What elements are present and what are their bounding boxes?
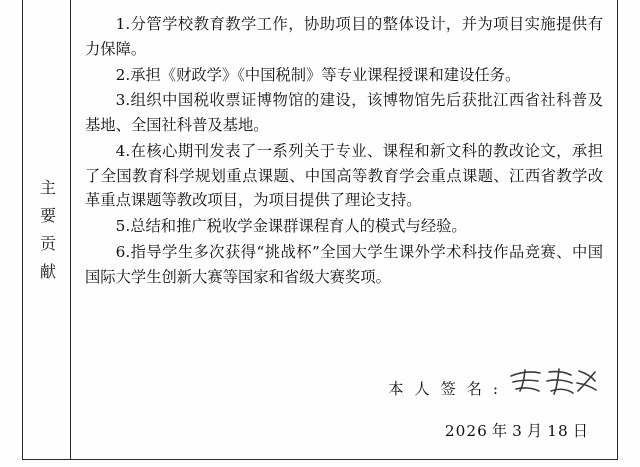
row-label-cell (23, 0, 71, 459)
signature-handwriting (507, 367, 599, 401)
date-day: 18 (547, 422, 569, 440)
date-month: 3 (512, 422, 523, 440)
contribution-item: 2.承担《财政学》《中国税制》等专业课程授课和建设任务。 (115, 65, 521, 84)
contribution-item: 3.组织中国税收票证博物馆的建设，该博物馆先后获批江西省社科普及基地、全国社科普及基地。 (85, 91, 603, 135)
date-month-unit: 月 (526, 422, 544, 440)
contribution-table (22, 0, 618, 460)
signature-row (85, 367, 599, 401)
date-year-unit: 年 (491, 422, 509, 440)
signature-label: 本 人 签 名 : (388, 380, 501, 398)
contribution-item: 4.在核心期刊发表了一系列关于专业、课程和新文科的教改论文，承担了全国教育科学规划重点课题、中国高等教育学会重点课题、江西省教学改革重点课题等教改项目，为项目提供了理论支持。 (85, 141, 603, 210)
signature-date (443, 419, 591, 441)
contribution-item: 1.分管学校教育教学工作，协助项目的整体设计，并为项目实施提供有力保障。 (85, 15, 603, 58)
contribution-item: 5.总结和推广税收学金课群课程育人的模式与经验。 (115, 217, 467, 236)
row-label-text: 主要贡献 (37, 178, 57, 291)
date-year: 2026 (444, 422, 488, 440)
date-day-unit: 日 (572, 422, 589, 440)
contribution-content-cell (71, 0, 617, 459)
contribution-item: 6.指导学生多次获得“挑战杯”全国大学生课外学术科技作品竞赛、中国国际大学生创新大赛等国家和省级大赛奖项。 (85, 242, 603, 286)
